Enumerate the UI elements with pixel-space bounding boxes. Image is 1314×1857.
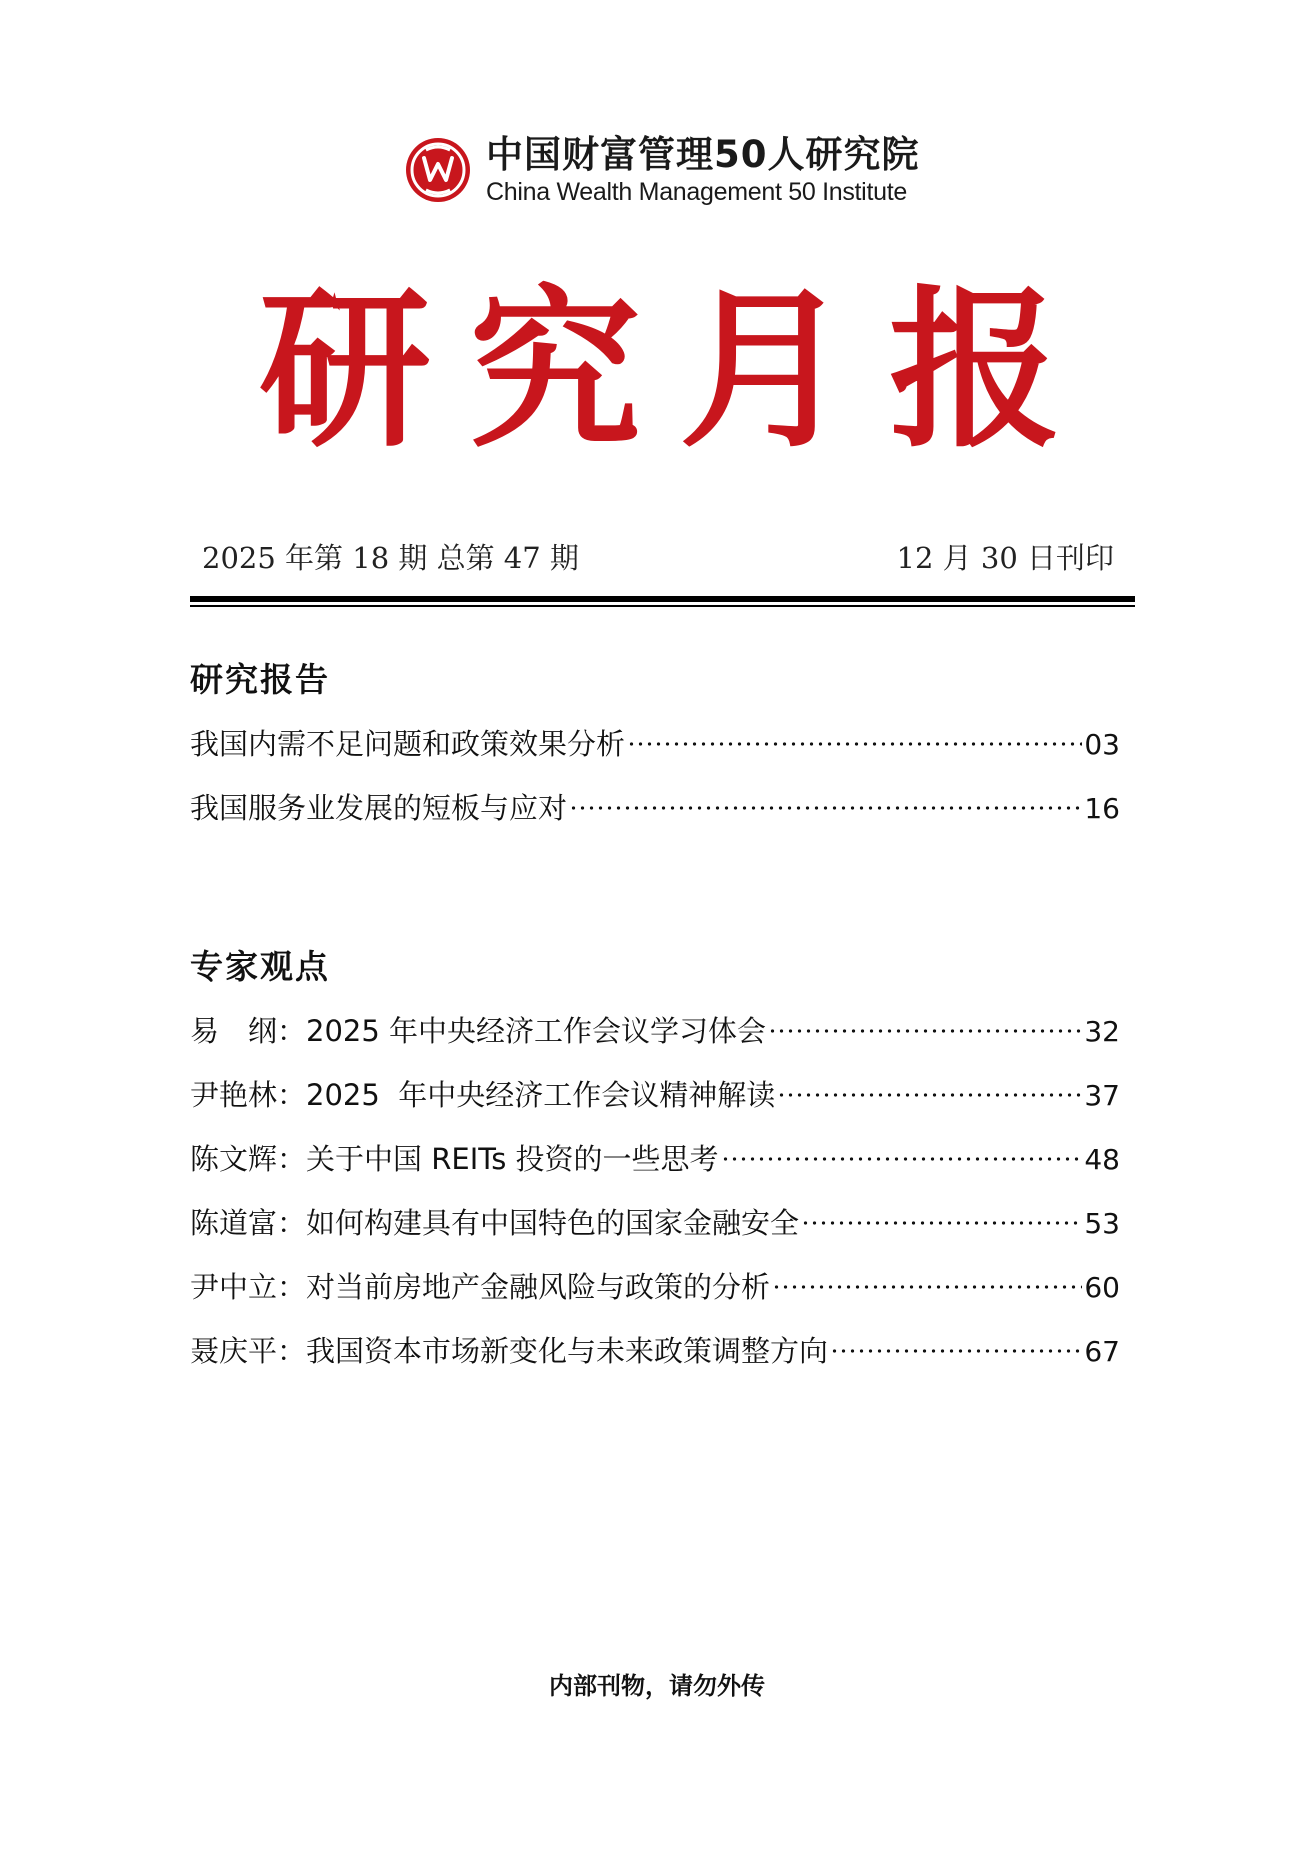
toc-leader-dots	[627, 742, 1082, 746]
toc-colon: ：	[277, 1206, 307, 1240]
section-title: 研究报告	[190, 660, 330, 699]
toc-colon: ：	[277, 1014, 307, 1048]
toc-entry-author: 尹艳林	[190, 1078, 278, 1112]
toc-list	[190, 1011, 1120, 1395]
toc-entry[interactable]	[190, 1011, 1120, 1075]
section-expert-views	[190, 945, 1120, 1395]
toc-entry-title: 对当前房地产金融风险与政策的分析	[306, 1270, 771, 1304]
toc-entry-author: 易 纲	[190, 1014, 278, 1048]
toc-entry-author: 尹中立	[190, 1270, 278, 1304]
toc-entry-page: 16	[1084, 792, 1120, 825]
toc-entry-title: 我国资本市场新变化与未来政策调整方向	[306, 1334, 829, 1368]
toc-entry[interactable]	[190, 788, 1120, 852]
org-logo-block	[404, 130, 920, 210]
toc-colon: ：	[277, 1270, 307, 1304]
toc-entry-title: 我国服务业发展的短板与应对	[190, 791, 568, 825]
org-name-cn: 中国财富管理50人研究院	[486, 133, 920, 176]
toc-entry[interactable]	[190, 1139, 1120, 1203]
print-date: 12 月 30 日刊印	[896, 541, 1114, 575]
internal-circulation-notice: 内部刊物，请勿外传	[549, 1672, 765, 1700]
toc-entry-page: 37	[1084, 1079, 1120, 1112]
toc-entry-page: 53	[1084, 1207, 1120, 1240]
toc-entry-title: 关于中国 REITs 投资的一些思考	[306, 1142, 719, 1176]
toc-leader-dots	[768, 1029, 1082, 1033]
section-research-reports	[190, 658, 1120, 852]
toc-colon: ：	[277, 1334, 307, 1368]
toc-leader-dots	[569, 806, 1082, 810]
section-title: 专家观点	[190, 947, 330, 986]
divider-thick	[190, 596, 1135, 602]
toc-leader-dots	[772, 1285, 1082, 1289]
toc-entry[interactable]	[190, 1331, 1120, 1395]
masthead-title	[250, 270, 1070, 470]
issue-number: 2025 年第 18 期 总第 47 期	[202, 541, 579, 575]
toc-entry-title: 2025 年中央经济工作会议学习体会	[306, 1014, 767, 1048]
toc-leader-dots	[777, 1093, 1082, 1097]
toc-colon: ：	[277, 1142, 307, 1176]
toc-entry-page: 60	[1084, 1271, 1120, 1304]
toc-entry-page: 32	[1084, 1015, 1120, 1048]
cwm50-seal-icon	[404, 136, 472, 204]
issue-info-row	[190, 536, 1126, 577]
toc-entry[interactable]	[190, 724, 1120, 788]
toc-entry-page: 67	[1084, 1335, 1120, 1368]
masthead-char: 报	[889, 268, 1061, 471]
toc-entry-title: 如何构建具有中国特色的国家金融安全	[306, 1206, 800, 1240]
toc-entry-title: 2025 年中央经济工作会议精神解读	[306, 1078, 776, 1112]
toc-list	[190, 724, 1120, 852]
toc-entry[interactable]	[190, 1203, 1120, 1267]
masthead-char: 月	[679, 268, 851, 471]
toc-entry-page: 48	[1084, 1143, 1120, 1176]
toc-colon: ：	[277, 1078, 307, 1112]
masthead-char: 研	[259, 268, 431, 471]
divider-thin	[190, 605, 1135, 607]
toc-leader-dots	[830, 1349, 1082, 1353]
toc-entry-author: 陈道富	[190, 1206, 278, 1240]
masthead-char: 究	[469, 268, 641, 471]
toc-entry-title: 我国内需不足问题和政策效果分析	[190, 727, 626, 761]
toc-entry-author: 陈文辉	[190, 1142, 278, 1176]
toc-leader-dots	[721, 1157, 1083, 1161]
toc-entry[interactable]	[190, 1267, 1120, 1331]
org-name-en: China Wealth Management 50 Institute	[486, 178, 907, 206]
toc-entry[interactable]	[190, 1075, 1120, 1139]
toc-leader-dots	[801, 1221, 1082, 1225]
toc-entry-author: 聂庆平	[190, 1334, 278, 1368]
toc-entry-page: 03	[1084, 728, 1120, 761]
